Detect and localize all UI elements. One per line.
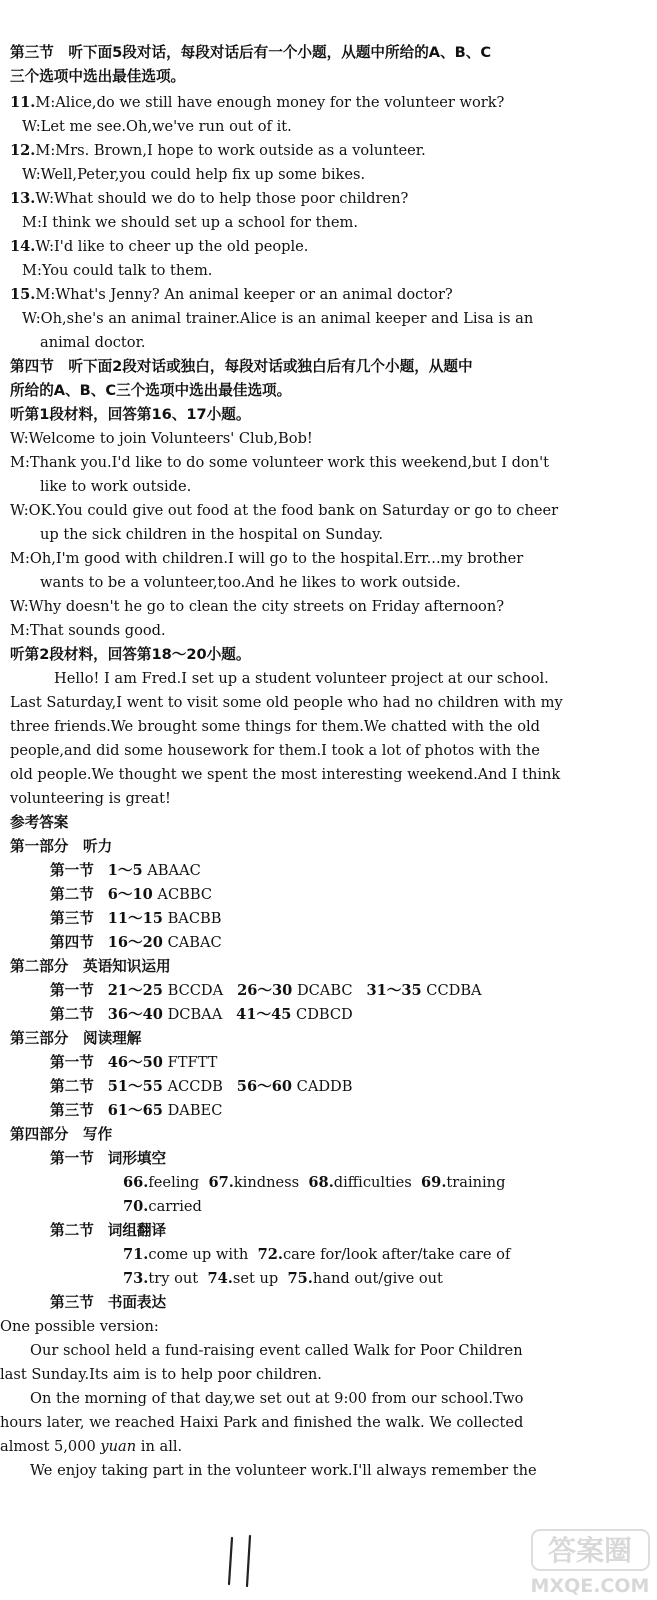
dialogue-15-reply-cont: animal doctor. xyxy=(40,334,146,351)
answer-row: 第三节 11～15 BACBB xyxy=(50,910,222,927)
material2-line: volunteering is great! xyxy=(10,790,171,807)
material1-line: like to work outside. xyxy=(40,478,192,495)
section4-heading: 第四节 听下面2段对话或独白，每段对话或独白后有几个小题，从题中 xyxy=(10,358,473,375)
essay-line: On the morning of that day,we set out at 9:00 from our school.Two xyxy=(30,1390,524,1407)
material1-line: wants to be a volunteer,too.And he likes to work outside. xyxy=(40,574,461,591)
writing-section-1: 第一节 词形填空 xyxy=(50,1150,167,1167)
watermark-bottom: MXQE.COM xyxy=(530,1575,650,1597)
material2-line: old people.We thought we spent the most interesting weekend.And I think xyxy=(10,766,561,783)
answer-row: 第四节 16～20 CABAC xyxy=(50,934,222,951)
dialogue-12-reply: W:Well,Peter,you could help fix up some bikes. xyxy=(22,166,366,183)
material1-heading: 听第1段材料，回答第16、17小题。 xyxy=(10,406,251,423)
answer-row: 第一节 1～5 ABAAC xyxy=(50,862,201,879)
watermark-top: 答案圈 xyxy=(547,1534,633,1567)
material1-line: W:Why doesn't he go to clean the city streets on Friday afternoon? xyxy=(10,598,505,615)
essay-line: We enjoy taking part in the volunteer work.I'll always remember the xyxy=(30,1462,537,1479)
section3-heading: 第三节 听下面5段对话，每段对话后有一个小题，从题中所给的A、B、C xyxy=(10,44,492,61)
dialogue-13-reply: M:I think we should set up a school for them. xyxy=(22,214,359,231)
essay-line: almost 5,000 yuan in all. xyxy=(0,1438,183,1455)
writing-section-2: 第二节 词组翻译 xyxy=(50,1222,167,1239)
answers-title: 参考答案 xyxy=(10,814,69,831)
material1-line: W:OK.You could give out food at the food bank on Saturday or go to cheer xyxy=(10,502,559,519)
version-label: One possible version: xyxy=(0,1318,159,1335)
material2-line: Last Saturday,I went to visit some old people who had no children with my xyxy=(10,694,563,711)
phrase-answers-cont: 73.try out 74.set up 75.hand out/give out xyxy=(123,1270,443,1287)
site-watermark xyxy=(528,1528,653,1598)
answer-row: 第一节 46～50 FTFTT xyxy=(50,1054,218,1071)
dialogue-12: 12.M:Mrs. Brown,I hope to work outside as a volunteer. xyxy=(10,142,426,159)
dialogue-11-reply: W:Let me see.Oh,we've run out of it. xyxy=(22,118,292,135)
answer-row: 第二节 51～55 ACCDB 56～60 CADDB xyxy=(50,1078,353,1095)
phrase-answers: 71.come up with 72.care for/look after/take care of xyxy=(123,1246,511,1263)
section3-heading-cont: 三个选项中选出最佳选项。 xyxy=(10,68,186,85)
essay-line: hours later, we reached Haixi Park and finished the walk. We collected xyxy=(0,1414,524,1431)
material2-heading: 听第2段材料，回答第18～20小题。 xyxy=(10,646,251,663)
material1-line: M:That sounds good. xyxy=(10,622,166,639)
material1-line: up the sick children in the hospital on Sunday. xyxy=(40,526,384,543)
material2-line: Hello! I am Fred.I set up a student volunteer project at our school. xyxy=(54,670,549,687)
answers-part1-heading: 第一部分 听力 xyxy=(10,838,113,855)
material1-line: M:Oh,I'm good with children.I will go to the hospital.Err...my brother xyxy=(10,550,524,567)
dialogue-14-reply: M:You could talk to them. xyxy=(22,262,213,279)
dialogue-13: 13.W:What should we do to help those poor children? xyxy=(10,190,409,207)
answer-row: 第二节 36～40 DCBAA 41～45 CDBCD xyxy=(50,1006,353,1023)
essay-line: Our school held a fund-raising event called Walk for Poor Children xyxy=(30,1342,523,1359)
answers-part4-heading: 第四部分 写作 xyxy=(10,1126,113,1143)
answer-row: 第三节 61～65 DABEC xyxy=(50,1102,223,1119)
section4-heading-cont: 所给的A、B、C三个选项中选出最佳选项。 xyxy=(10,382,292,399)
writing-section-3: 第三节 书面表达 xyxy=(50,1294,167,1311)
dialogue-15: 15.M:What's Jenny? An animal keeper or an animal doctor? xyxy=(10,286,453,303)
answer-row: 第二节 6～10 ACBBC xyxy=(50,886,213,903)
answer-row: 第一节 21～25 BCCDA 26～30 DCABC 31～35 CCDBA xyxy=(50,982,482,999)
essay-line: last Sunday.Its aim is to help poor children. xyxy=(0,1366,322,1383)
answers-part3-heading: 第三部分 阅读理解 xyxy=(10,1030,142,1047)
material1-line: M:Thank you.I'd like to do some volunteer work this weekend,but I don't xyxy=(10,454,550,471)
material1-line: W:Welcome to join Volunteers' Club,Bob! xyxy=(10,430,313,447)
word-form-answers: 66.feeling 67.kindness 68.difficulties 69.training xyxy=(123,1174,506,1191)
answers-part2-heading: 第二部分 英语知识运用 xyxy=(10,958,171,975)
dialogue-11: 11.M:Alice,do we still have enough money for the volunteer work? xyxy=(10,94,505,111)
material2-line: three friends.We brought some things for them.We chatted with the old xyxy=(10,718,541,735)
material2-line: people,and did some housework for them.I took a lot of photos with the xyxy=(10,742,540,759)
dialogue-14: 14.W:I'd like to cheer up the old people. xyxy=(10,238,309,255)
word-form-answers-cont: 70.carried xyxy=(123,1198,202,1215)
page-number xyxy=(222,1534,262,1588)
dialogue-15-reply: W:Oh,she's an animal trainer.Alice is an animal keeper and Lisa is an xyxy=(22,310,534,327)
